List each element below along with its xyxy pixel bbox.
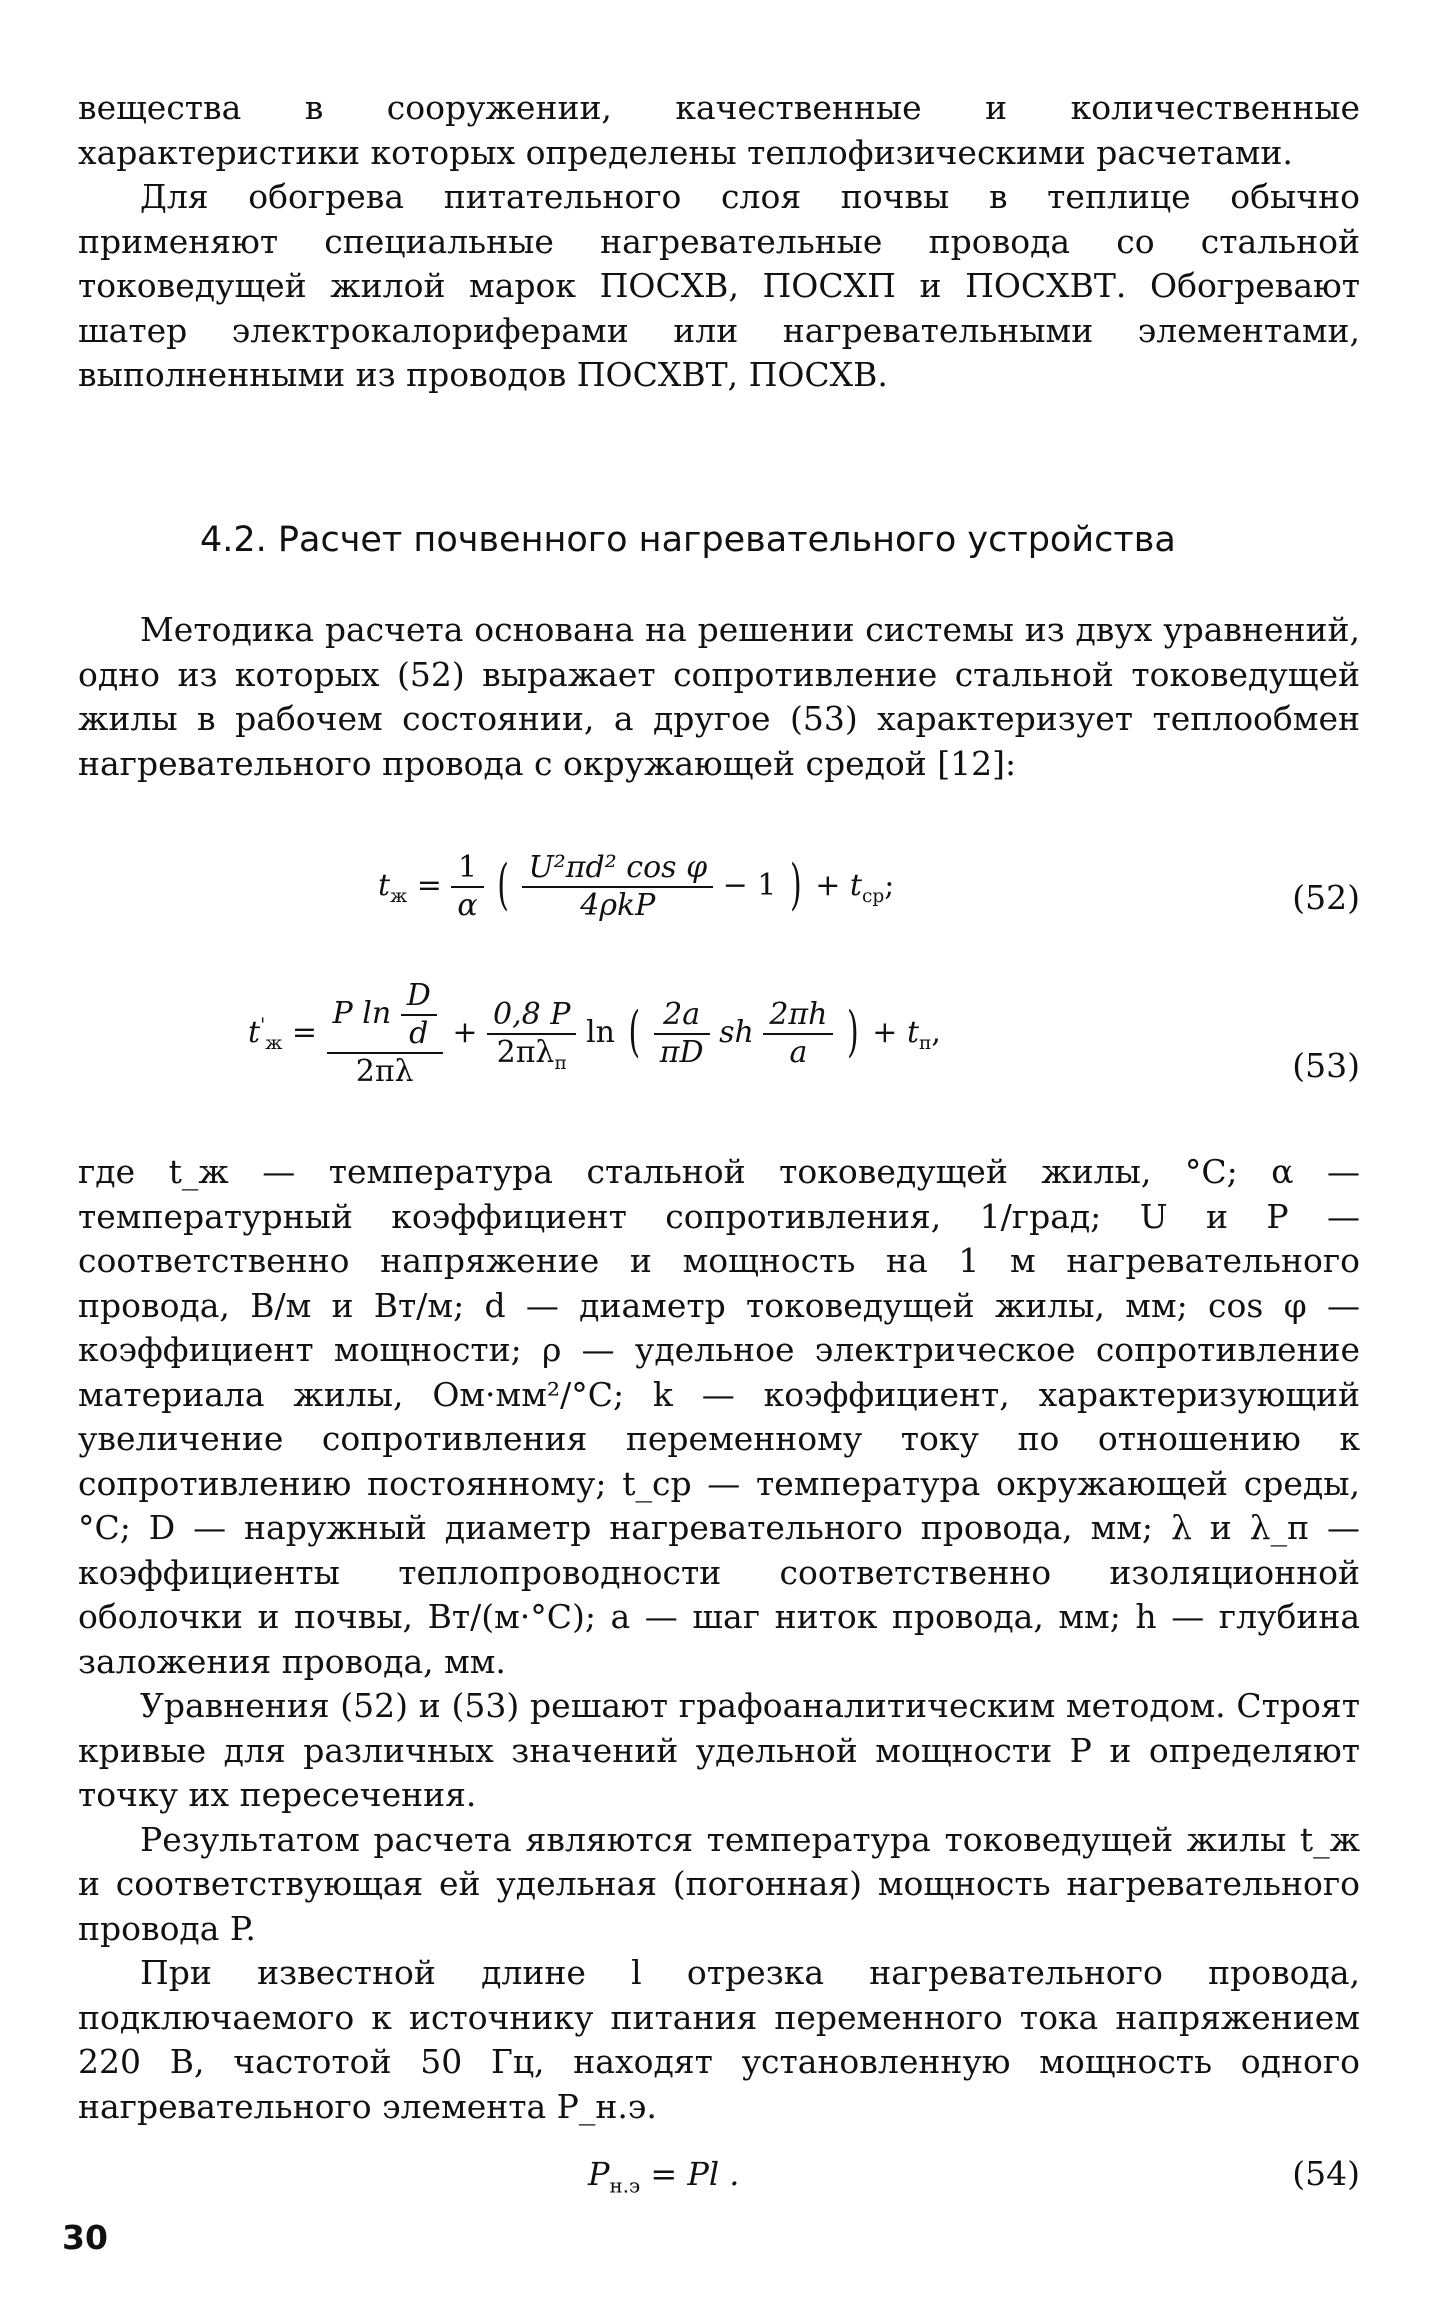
equation-54 <box>78 2150 1360 2200</box>
eq54-lhs: P <box>588 2155 610 2193</box>
eq52-close-paren: ) <box>789 854 802 918</box>
eq52-tail-sub: ср <box>861 886 885 907</box>
eq53-lhs-sub: ж <box>265 1033 283 1054</box>
equation-53 <box>78 978 1360 1138</box>
eq53-lhs-prime: ' <box>260 1015 266 1036</box>
paragraph-installed-power: При известной длине l отрезка нагревательного провода, подключаемого к источнику питания переменного тока напряжением 220 В, частотой 50 Гц, находят установленную мощность одного нагревательного элемента P_н.э. <box>78 1953 1360 2126</box>
eq53-sh: sh <box>719 1015 754 1050</box>
page-number: 30 <box>62 2218 108 2257</box>
paragraph-method-intro: Методика расчета основана на решении системы из двух уравнений, одно из которых (52) выражает сопротивление стальной токоведущей жилы в рабочем состоянии, а другое (53) характеризует теплообмен нагревательного провода с окружающей средой [12]: <box>78 610 1360 783</box>
equation-53-number: (53) <box>1292 1046 1360 1085</box>
eq53-term1-num <box>327 978 443 1054</box>
paragraph-variable-definitions: где t_ж — температура стальной токоведущей жилы, °С; α — температурный коэффициент сопротивления, 1/град; U и P — соответственно напряжение и мощность на 1 м нагревательного провода, В/м и Вт/м; d — диаметр токоведущей жилы, мм; cos φ — коэффициент мощности; ρ — удельное электрическое сопротивление материала жилы, Ом·мм²/°С; k — коэффициент, характеризующий увеличение сопротивления переменному току по отношению к сопротивлению постоянному; t_ср — температура окружающей среды, °С; D — наружный диаметр нагревательного провода, мм; λ и λ_п — коэффициенты теплопроводности соответственно изоляционной оболочки и почвы, Вт/(м·°С); a — шаг ниток провода, мм; h — глубина заложения провода, мм. <box>78 1152 1360 1681</box>
eq52-inner-den: 4ρkP <box>580 888 656 923</box>
eq53-term1-inner-den: d <box>409 1016 429 1051</box>
equation-53-body: $t'_ж$ = P ln $\frac{D}{d}$ 2πλ + $\frac{0,8 P}{2\pi\lambda_п}$ ln ( $\frac{2a}{\pi D}$ sh $\frac{2\pi h}{a}$ ) + $t_п$, <box>248 978 941 1089</box>
eq53-a-num: 2a <box>654 997 710 1035</box>
eq53-term2-den: 2πλ <box>496 1035 555 1070</box>
eq53-open-paren: ( <box>628 1001 641 1065</box>
equation-54-body <box>588 2154 740 2198</box>
paragraph-heating-wires: Для обогрева питательного слоя почвы в теплице обычно применяют специальные нагревательные провода со стальной токоведущей жилой марок ПОСХВ, ПОСХП и ПОСХВТ. Обогревают шатер электрокалориферами или нагревательными элементами, выполненными из проводов ПОСХВТ, ПОСХВ. <box>78 177 1360 394</box>
paragraph-solution-method: Уравнения (52) и (53) решают графоаналитическим методом. Строят кривые для различных значений удельной мощности P и определяют точку их пересечения. <box>78 1686 1360 1814</box>
eq52-minus-one: − 1 <box>722 868 777 903</box>
eq53-term1-fraction <box>327 978 443 1090</box>
equation-52-body: $t_ж$ = $\frac{1}{\alpha}$ ( $\frac{\text{U²πd² cos φ}}{\text{4ρkP}}$ − 1 ) + $t_{ср}$; <box>378 850 895 923</box>
eq53-h-num: 2πh <box>763 997 833 1035</box>
eq53-a-den: πD <box>659 1035 704 1070</box>
equation-54-number: (54) <box>1292 2154 1360 2193</box>
eq53-a-fraction <box>654 997 710 1071</box>
eq53-tail: + t <box>872 1015 919 1050</box>
eq52-lhs: t <box>378 868 391 903</box>
eq53-term2-num: 0,8 P <box>487 997 576 1035</box>
eq53-tail-sub: п <box>919 1033 932 1054</box>
equation-52 <box>78 850 1360 960</box>
eq52-tail-end: ; <box>884 868 895 903</box>
eq52-lhs-sub: ж <box>390 886 408 907</box>
intro-text-block <box>78 608 1360 786</box>
eq53-h-fraction <box>763 997 833 1071</box>
paragraph-continuation: вещества в сооружении, качественные и количественные характеристики которых определены теплофизическими расчетами. <box>78 88 1360 172</box>
eq53-lhs: t <box>248 1015 261 1050</box>
eq53-term1-num-pre: P ln <box>332 996 392 1031</box>
eq53-ln: ln <box>586 1015 615 1050</box>
section-heading: 4.2. Расчет почвенного нагревательного устройства <box>200 520 1176 560</box>
eq53-term2-den-wrap <box>487 1035 576 1074</box>
eq53-tail-end: , <box>931 1015 941 1050</box>
eq52-inner-num: U²πd² cos φ <box>522 850 713 888</box>
eq52-open-paren: ( <box>497 854 509 918</box>
eq54-rhs: = Pl . <box>650 2155 740 2193</box>
eq52-coef-num: 1 <box>451 850 483 888</box>
eq54-lhs-sub: н.э <box>609 2174 641 2198</box>
definitions-text-block <box>78 1150 1360 2129</box>
eq53-term2-fraction <box>487 997 576 1074</box>
eq52-coef-fraction <box>451 850 483 924</box>
equation-52-number: (52) <box>1292 878 1360 917</box>
eq53-close-paren: ) <box>847 1001 859 1065</box>
eq53-term1-inner-fraction <box>401 978 437 1052</box>
paragraph-result: Результатом расчета являются температура токоведущей жилы t_ж и соответствующая ей удельная (погонная) мощность нагревательного провода P. <box>78 1819 1360 1948</box>
eq53-term1-inner-num: D <box>401 978 437 1016</box>
eq53-h-den: a <box>789 1035 808 1070</box>
eq53-term2-den-sub: п <box>554 1053 567 1074</box>
eq52-tail: + t <box>815 868 862 903</box>
eq52-inner-fraction <box>522 850 713 924</box>
top-text-block <box>78 86 1360 398</box>
eq53-term1-den: 2πλ <box>355 1054 414 1089</box>
eq52-coef-den: α <box>457 888 478 923</box>
